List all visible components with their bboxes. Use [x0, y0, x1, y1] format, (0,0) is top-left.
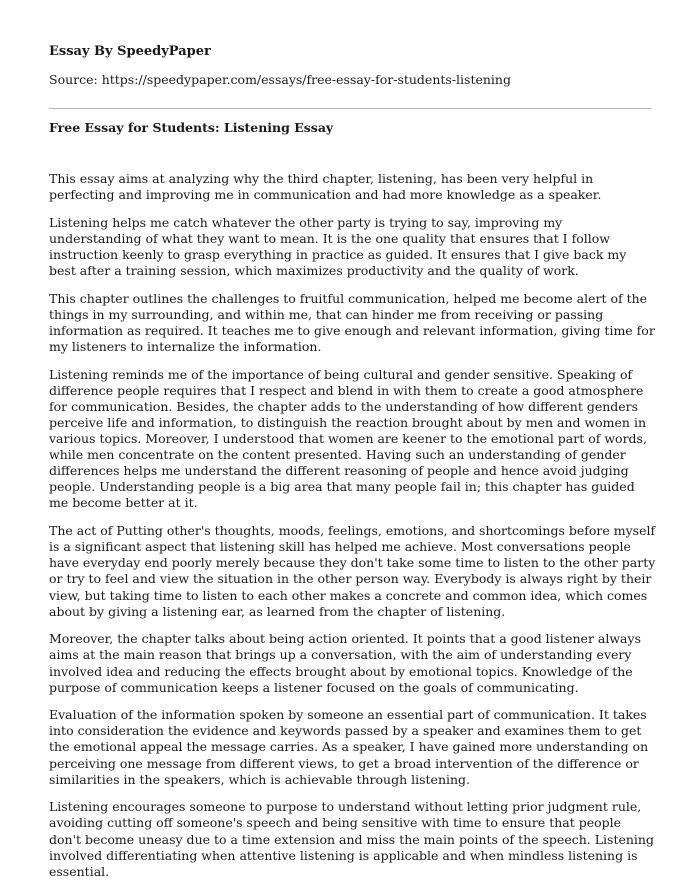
- paragraph: Evaluation of the information spoken by someone an essential part of communication. It takes into consideration the evidence and keywords passed by a speaker and examines them to get the emotional appeal the message carries. As a speaker, I have gained more understanding on perceiving one message from different views, to get a broad intervention of the difference or similarities in the speakers, which is achievable through listening.: [49, 707, 649, 787]
- document-header-title: Essay By SpeedyPaper: [49, 44, 211, 59]
- paragraph: The act of Putting other's thoughts, moods, feelings, emotions, and shortcomings before myself is a significant aspect that listening skill has helped me achieve. Most conversations people have everyday end poorly merely because they don't take some time to listen to the other party or try to feel and view the situation in the other person way. Everybody is always right by their view, but taking time to listen to each other makes a concrete and common idea, which comes about by giving a listening ear, as learned from the chapter of listening.: [49, 523, 656, 619]
- paragraph: This chapter outlines the challenges to fruitful communication, helped me become alert of the things in my surrounding, and within me, that can hinder me from receiving or passing information as required. It teaches me to give enough and relevant information, giving time for my listeners to internalize the information.: [49, 290, 655, 355]
- paragraph: This essay aims at analyzing why the third chapter, listening, has been very helpful in perfecting and improving me in communication and had more knowledge as a speaker.: [49, 171, 602, 203]
- essay-body: [49, 171, 657, 891]
- paragraph: Listening encourages someone to purpose to understand without letting prior judgment rule, avoiding cutting off someone's speech and being sensitive with time to ensure that people don't become uneasy due to a time extension and miss the main points of the speech. Listening involved differentiating when attentive listening is applicable and when mindless listening is essential.: [49, 799, 654, 879]
- paragraph: Listening helps me catch whatever the other party is trying to say, improving my understanding of what they want to mean. It is the one quality that ensures that I follow instruction keenly to grasp everything in practice as guided. It ensures that I give back my best after a training session, which maximizes productivity and the quality of work.: [49, 214, 627, 279]
- source-line: Source: https://speedypaper.com/essays/free-essay-for-students-listening: [49, 72, 511, 87]
- header-divider: [49, 108, 651, 109]
- paragraph: Listening reminds me of the importance of being cultural and gender sensitive. Speaking of difference people requires that I respect and blend in with them to create a good atmosphere for communication. Besides, the chapter adds to the understanding of how different genders perceive life and information, to distinguish the reaction brought about by men and women in various topics. Moreover, I understood that women are keener to the emotional part of words, while men concentrate on the content presented. Having such an understanding of gender differences helps me understand the different reasoning of people and hence avoid judging people. Understanding people is a big area that many people fail in; this chapter has guided me become better at it.: [49, 366, 647, 511]
- paragraph: Moreover, the chapter talks about being action oriented. It points that a good listener always aims at the main reason that brings up a conversation, with the aim of understanding every involved idea and reducing the effects brought about by emotional topics. Knowledge of the purpose of communication keeps a listener focused on the goals of communicating.: [49, 631, 641, 695]
- essay-title: Free Essay for Students: Listening Essay: [49, 120, 334, 135]
